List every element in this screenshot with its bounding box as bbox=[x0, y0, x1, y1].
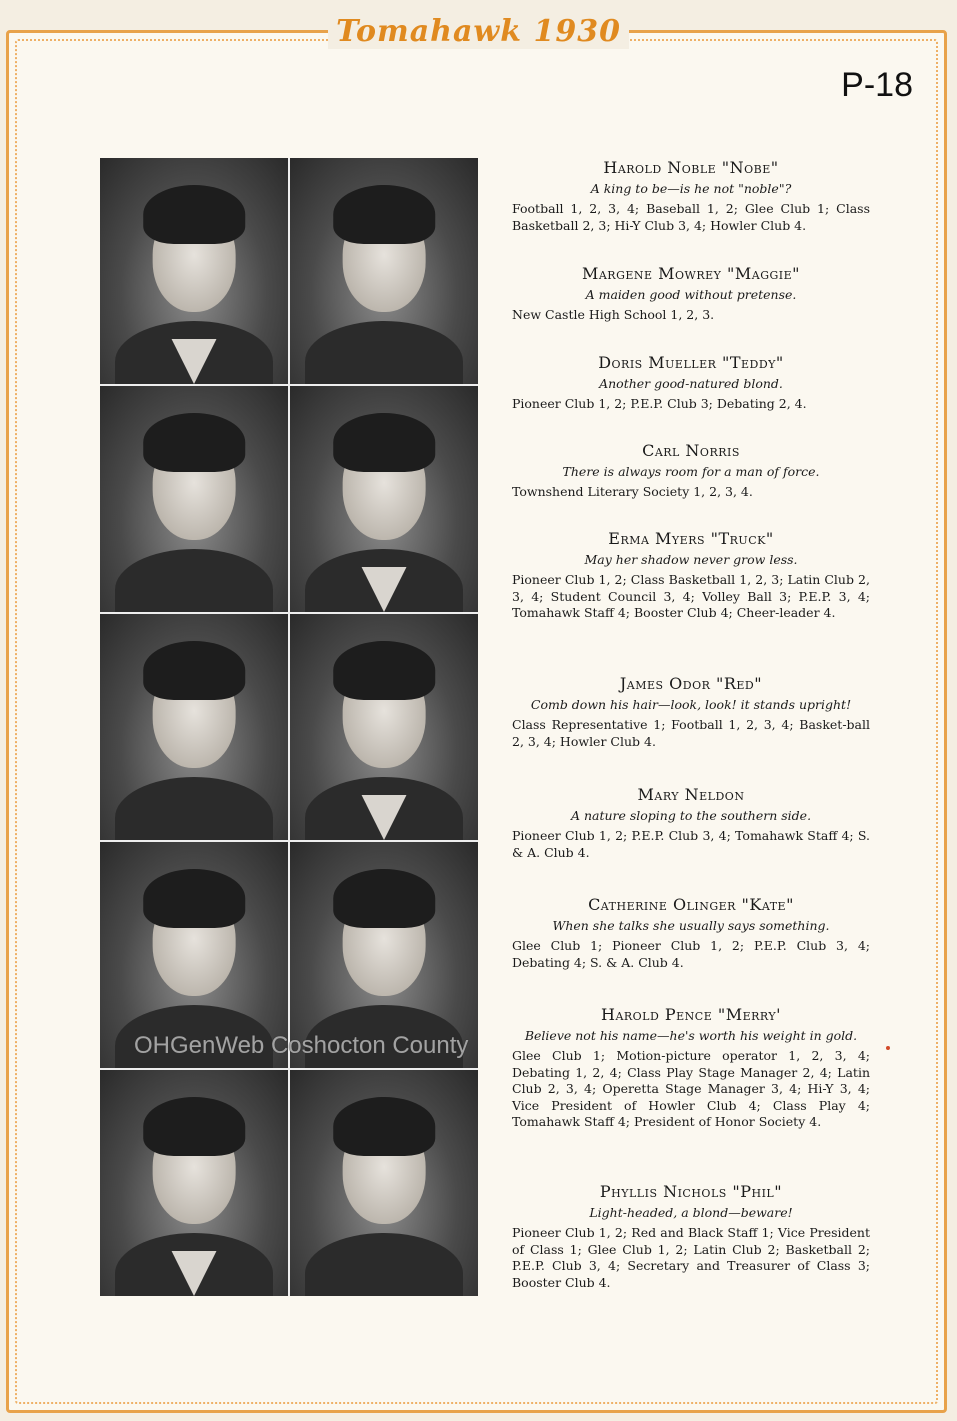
student-motto: When she talks she usually says something. bbox=[552, 918, 830, 933]
student-motto: There is always room for a man of force. bbox=[562, 464, 820, 479]
portrait-carl-norris bbox=[290, 386, 478, 612]
portrait-harold-noble bbox=[100, 158, 288, 384]
student-name: Erma Myers "Truck" bbox=[608, 529, 774, 548]
portrait-doris-mueller bbox=[100, 386, 288, 612]
student-motto: May her shadow never grow less. bbox=[584, 552, 798, 567]
student-activities: Glee Club 1; Motion-picture operator 1, 2, 3, 4; Debating 1, 2, 4; Class Play Stage Manager 2, 4; Latin Club 2, 3, 4; Operetta Stage Manager 3, 4; Hi-Y 3, 4; Vice President of Howler Club 4; Class Play 4; Tomahawk Staff 4; President of Honor Society 4. bbox=[512, 1048, 870, 1129]
student-activities: New Castle High School 1, 2, 3. bbox=[512, 307, 715, 322]
entry-harold-pence bbox=[512, 1005, 870, 1131]
stray-ink-mark bbox=[886, 1046, 890, 1050]
student-activities: Townshend Literary Society 1, 2, 3, 4. bbox=[512, 484, 753, 499]
student-motto: Light-headed, a blond—beware! bbox=[589, 1205, 793, 1220]
entry-carl-norris bbox=[512, 441, 870, 501]
student-name: Mary Neldon bbox=[637, 785, 745, 804]
student-name: Margene Mowrey "Maggie" bbox=[581, 264, 801, 283]
portrait-erma-myers bbox=[100, 614, 288, 840]
entry-margene-mowrey bbox=[512, 264, 870, 324]
student-activities: Glee Club 1; Pioneer Club 1, 2; P.E.P. Club 3, 4; Debating 4; S. & A. Club 4. bbox=[512, 938, 870, 970]
portrait-margene-mowrey bbox=[290, 158, 478, 384]
portrait-harold-pence bbox=[100, 1070, 288, 1296]
yearbook-title: Tomahawk 1930 bbox=[0, 14, 957, 49]
entry-harold-noble bbox=[512, 158, 870, 234]
student-name: James Odor "Red" bbox=[619, 674, 763, 693]
student-motto: Comb down his hair—look, look! it stands upright! bbox=[530, 697, 852, 712]
student-name: Harold Pence "Merry' bbox=[600, 1005, 782, 1024]
student-activities: Pioneer Club 1, 2; Red and Black Staff 1; Vice President of Class 1; Glee Club 1, 2; Latin Club 2; Basketball 2; P.E.P. Club 3, 4; Secretary and Treasurer of Class 3; Booster Club 4. bbox=[512, 1225, 870, 1290]
student-name: Doris Mueller "Teddy" bbox=[598, 353, 784, 372]
portrait-grid bbox=[100, 158, 478, 1296]
portrait-phyllis-nichols bbox=[290, 1070, 478, 1296]
student-motto: A maiden good without pretense. bbox=[585, 287, 797, 302]
student-motto: A nature sloping to the southern side. bbox=[570, 808, 812, 823]
page-number: P-18 bbox=[841, 66, 913, 104]
student-motto: Another good-natured blond. bbox=[599, 376, 783, 391]
student-activities: Pioneer Club 1, 2; P.E.P. Club 3; Debating 2, 4. bbox=[512, 396, 807, 411]
watermark-text: OHGenWeb Coshocton County bbox=[134, 1032, 469, 1059]
student-name: Carl Norris bbox=[642, 441, 740, 460]
entry-doris-mueller bbox=[512, 353, 870, 413]
student-activities: Class Representative 1; Football 1, 2, 3, 4; Basket-ball 2, 3, 4; Howler Club 4. bbox=[512, 717, 870, 749]
student-name: Catherine Olinger "Kate" bbox=[588, 895, 794, 914]
student-activities: Pioneer Club 1, 2; P.E.P. Club 3, 4; Tomahawk Staff 4; S. & A. Club 4. bbox=[512, 828, 870, 860]
student-name: Harold Noble "Nobe" bbox=[603, 158, 779, 177]
entry-erma-myers bbox=[512, 529, 870, 622]
entry-phyllis-nichols bbox=[512, 1182, 870, 1291]
portrait-james-odor bbox=[290, 614, 478, 840]
student-motto: Believe not his name—he's worth his weight in gold. bbox=[524, 1028, 858, 1043]
student-activities: Football 1, 2, 3, 4; Baseball 1, 2; Glee Club 1; Class Basketball 2, 3; Hi-Y Club 3, 4; Howler Club 4. bbox=[512, 201, 870, 233]
student-name: Phyllis Nichols "Phil" bbox=[599, 1182, 783, 1201]
entry-james-odor bbox=[512, 674, 870, 750]
student-activities: Pioneer Club 1, 2; Class Basketball 1, 2, 3; Latin Club 2, 3, 4; Student Council 3, 4; Volley Ball 3; P.E.P. 3, 4; Tomahawk Staff 4; Booster Club 4; Cheer-leader 4. bbox=[512, 572, 870, 620]
entry-mary-neldon bbox=[512, 785, 870, 861]
student-motto: A king to be—is he not "noble"? bbox=[590, 181, 792, 196]
entry-catherine-olinger bbox=[512, 895, 870, 971]
